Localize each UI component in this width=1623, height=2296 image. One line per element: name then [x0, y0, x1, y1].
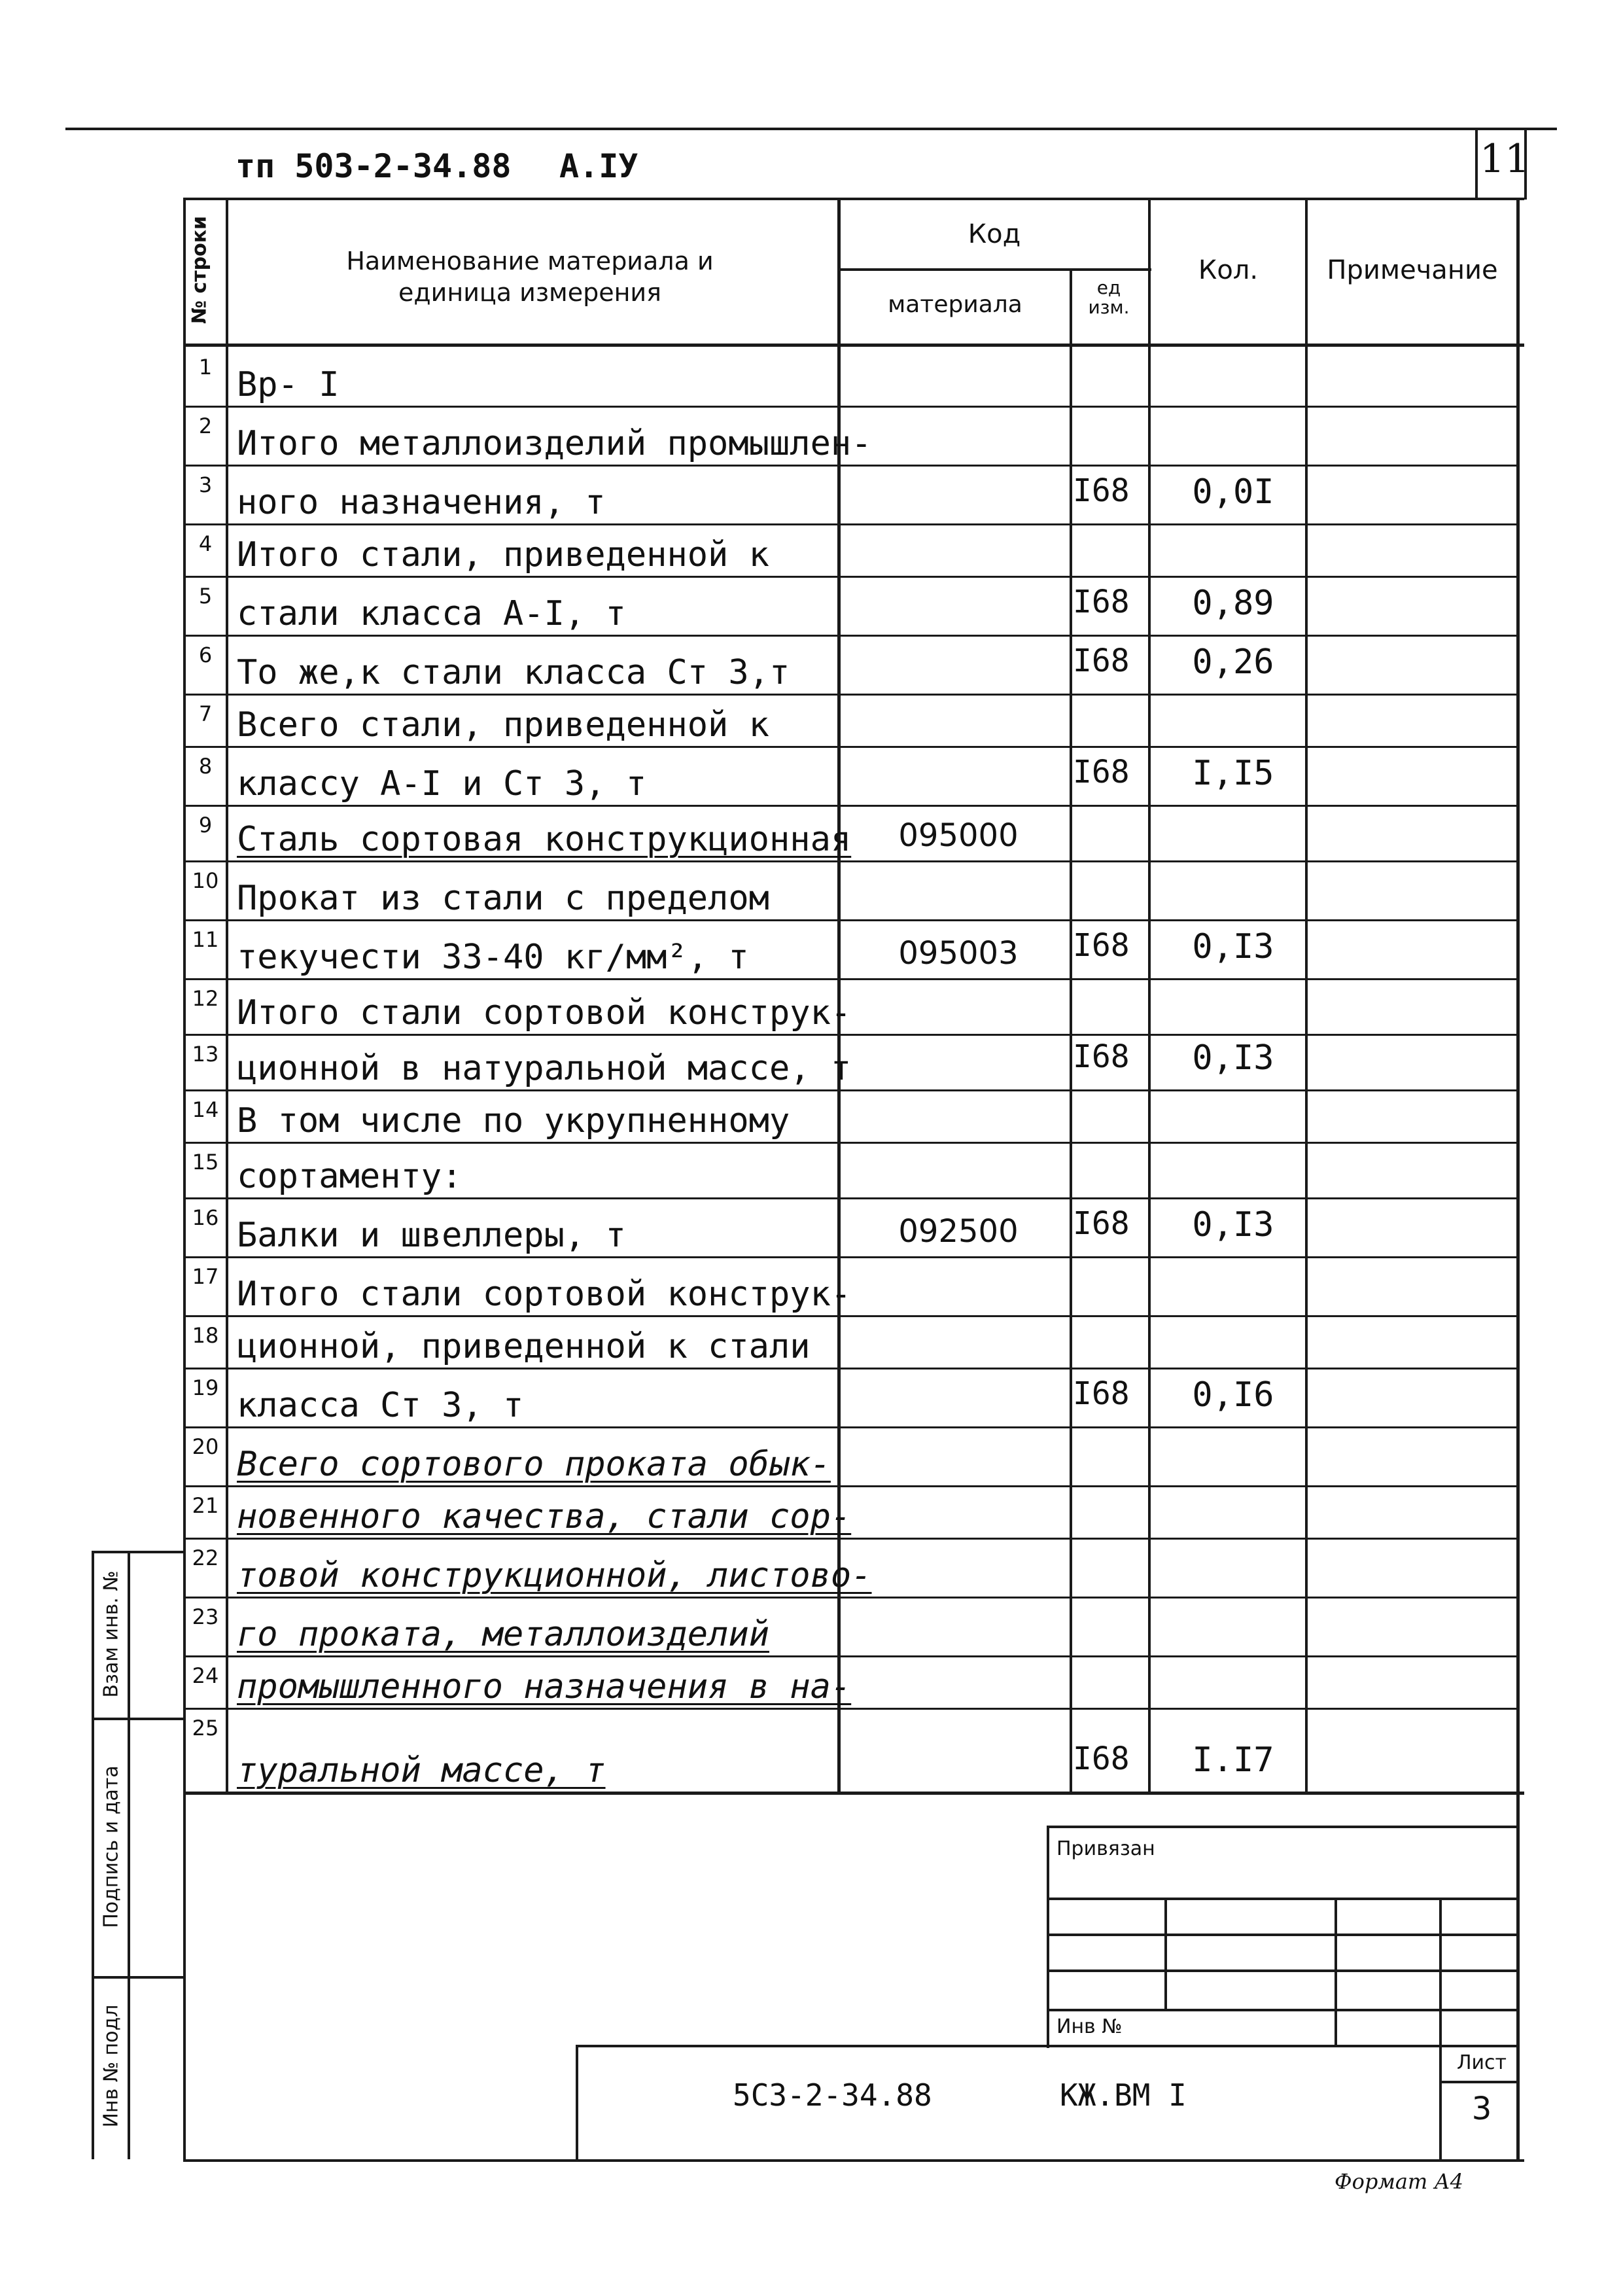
- row-qty: 0,0I: [1192, 472, 1274, 512]
- list-label: Лист: [1456, 2051, 1507, 2074]
- row-name: классу А-I и Ст 3, т: [237, 764, 647, 804]
- side-vzam-inv: Взам инв. №: [99, 1570, 123, 1698]
- row-number: 4: [198, 531, 213, 556]
- row-name: Всего стали, приведенной к: [237, 705, 769, 745]
- row-number: 3: [198, 472, 213, 497]
- row-number: 22: [192, 1545, 219, 1570]
- row-name: сортаменту:: [237, 1157, 462, 1196]
- row-unit: I68: [1073, 1375, 1130, 1412]
- list-number: 3: [1471, 2091, 1492, 2127]
- row-number: 16: [192, 1205, 219, 1230]
- col-header-name: Наименование материала и единица измерения: [346, 247, 714, 307]
- row-unit: I68: [1073, 1205, 1130, 1242]
- row-number: 13: [192, 1042, 219, 1067]
- row-name: Итого металлоизделий промышлен-: [237, 424, 872, 463]
- row-name: Итого стали сортовой конструк-: [237, 1275, 852, 1314]
- inv-no-label: Инв №: [1056, 2015, 1123, 2038]
- row-name: стали класса А-I, т: [237, 594, 626, 633]
- row-number: 6: [198, 643, 213, 667]
- privyazan-label: Привязан: [1056, 1837, 1155, 1860]
- title-mark: КЖ.ВМ I: [1060, 2077, 1187, 2113]
- row-qty: 0,I3: [1192, 927, 1274, 966]
- row-unit: I68: [1073, 927, 1130, 964]
- row-number: 10: [192, 868, 219, 893]
- title-code: 5С3-2-34.88: [733, 2077, 932, 2113]
- col-header-code-material: материала: [888, 291, 1022, 318]
- row-qty: 0,I3: [1192, 1038, 1274, 1078]
- row-unit: I68: [1073, 1038, 1130, 1075]
- row-name: Итого стали сортовой конструк-: [237, 993, 852, 1033]
- row-number: 5: [198, 584, 213, 609]
- row-name: новенного качества, стали сор-: [237, 1497, 852, 1536]
- row-unit: I68: [1073, 584, 1130, 620]
- side-inv-podl: Инв № подл: [99, 2004, 123, 2128]
- row-number: 20: [192, 1434, 219, 1459]
- sheet-handwritten: 11: [1480, 136, 1530, 182]
- row-name: промышленного назначения в на-: [237, 1667, 852, 1706]
- row-code: 092500: [898, 1213, 1019, 1250]
- row-name: текучести 33-40 кг/мм², т: [237, 938, 749, 977]
- format-label: Формат А4: [1335, 2169, 1464, 2194]
- col-header-qty: Кол.: [1198, 255, 1259, 285]
- row-name: го проката, металлоизделий: [237, 1615, 769, 1654]
- row-number: 9: [198, 813, 213, 838]
- row-name: ного назначения, т: [237, 483, 606, 522]
- row-name: класса Ст 3, т: [237, 1386, 524, 1425]
- row-name: В том числе по укрупненному: [237, 1101, 790, 1140]
- row-qty: 0,I3: [1192, 1205, 1274, 1245]
- doc-ref: тп 503-2-34.88: [236, 147, 512, 185]
- row-number: 2: [198, 414, 213, 438]
- row-qty: I.I7: [1192, 1740, 1274, 1780]
- col-header-note: Примечание: [1327, 255, 1498, 285]
- row-number: 18: [192, 1323, 219, 1348]
- row-number: 25: [192, 1716, 219, 1740]
- side-podpis-data: Подпись и дата: [99, 1765, 123, 1928]
- row-number: 17: [192, 1264, 219, 1289]
- row-qty: I,I5: [1192, 754, 1274, 793]
- row-number: 7: [198, 701, 213, 726]
- row-number: 24: [192, 1663, 219, 1688]
- row-number: 19: [192, 1375, 219, 1400]
- row-name: Всего сортового проката обык-: [237, 1445, 831, 1484]
- row-qty: 0,26: [1192, 643, 1274, 682]
- row-name: Итого стали, приведенной к: [237, 535, 769, 574]
- row-unit: I68: [1073, 754, 1130, 790]
- row-code: 095003: [898, 935, 1019, 972]
- row-name: Прокат из стали с пределом: [237, 879, 769, 918]
- col-header-rownum: № строки: [188, 215, 211, 325]
- row-number: 8: [198, 754, 213, 779]
- row-name: товой конструкционной, листово-: [237, 1556, 872, 1595]
- row-name: Балки и швеллеры, т: [237, 1216, 626, 1255]
- row-name: туральной массе, т: [237, 1751, 606, 1790]
- row-name: ционной в натуральной массе, т: [237, 1049, 852, 1088]
- row-number: 14: [192, 1097, 219, 1122]
- row-name: Вр- I: [237, 365, 340, 404]
- row-number: 12: [192, 986, 219, 1011]
- row-name: Сталь сортовая конструкционная: [237, 820, 852, 859]
- row-number: 11: [192, 927, 219, 952]
- row-name: То же,к стали класса Ст 3,т: [237, 653, 790, 692]
- row-unit: I68: [1073, 1740, 1130, 1777]
- row-number: 15: [192, 1150, 219, 1174]
- row-unit: I68: [1073, 643, 1130, 679]
- col-header-code: Код: [968, 219, 1021, 249]
- row-unit: I68: [1073, 472, 1130, 509]
- col-header-code-unit: ед изм.: [1088, 277, 1130, 318]
- row-code: 095000: [898, 817, 1019, 854]
- album-code: А.IУ: [559, 147, 638, 185]
- row-number: 21: [192, 1493, 219, 1518]
- row-qty: 0,89: [1192, 584, 1274, 623]
- row-number: 23: [192, 1604, 219, 1629]
- row-qty: 0,I6: [1192, 1375, 1274, 1415]
- row-name: ционной, приведенной к стали: [237, 1327, 811, 1366]
- row-number: 1: [198, 355, 213, 380]
